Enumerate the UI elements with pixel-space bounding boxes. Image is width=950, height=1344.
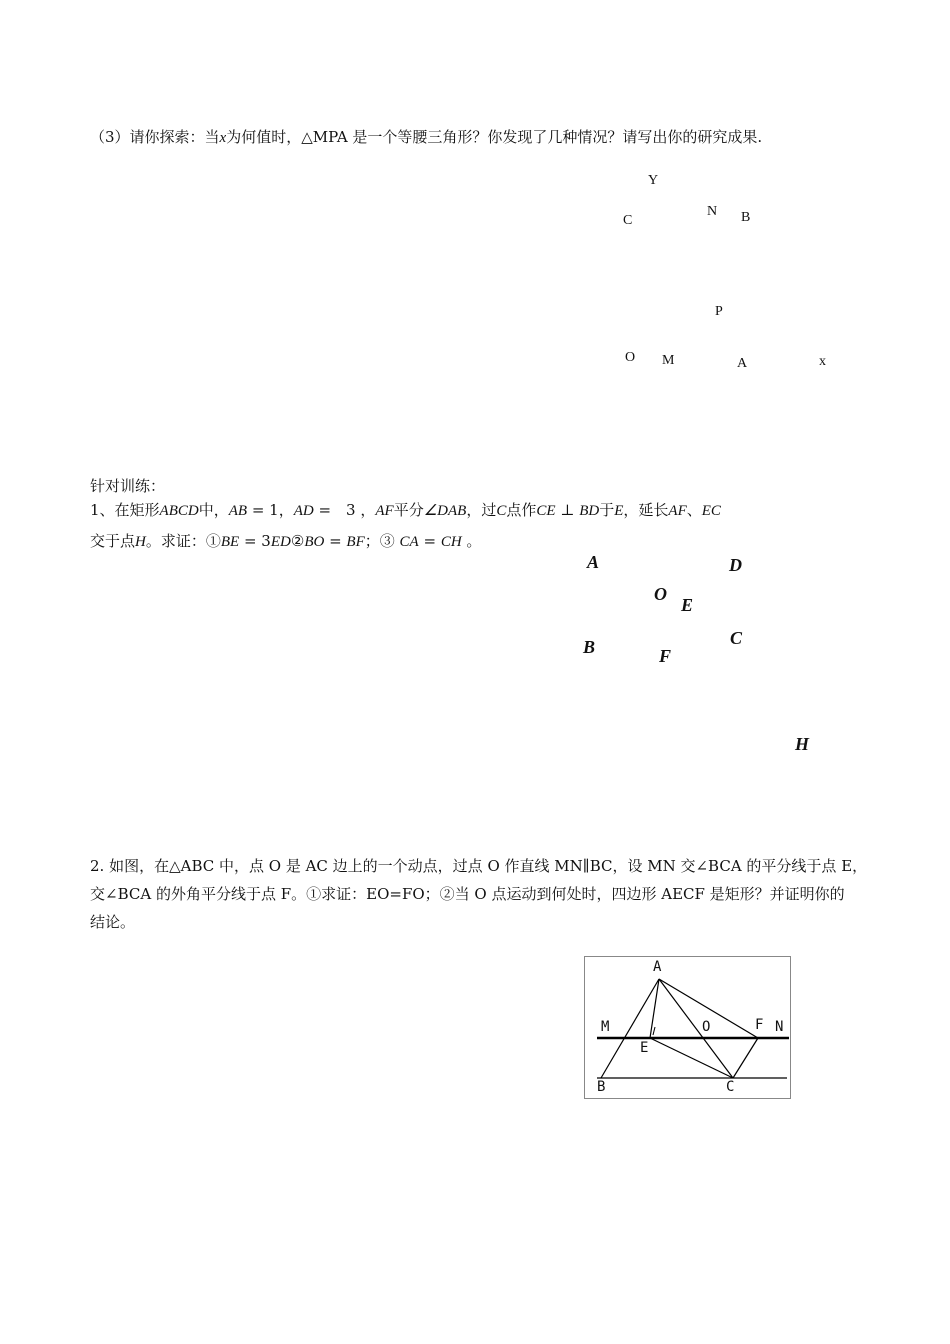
q3-prefix: （3）请你探索：当 — [90, 128, 220, 146]
q3-suffix: 为何值时，△MPA 是一个等腰三角形？你发现了几种情况？请写出你的研究成果. — [226, 128, 763, 146]
fig1-label-b: B — [741, 210, 751, 225]
t1b-text: ② — [290, 532, 305, 550]
t1b-text: 。求证：① — [145, 532, 221, 550]
t1b-ch: CH — [440, 534, 462, 550]
training-problem-1-line-1 — [90, 500, 721, 521]
fig1-label-a: A — [737, 356, 748, 371]
fig3-label-a: A — [653, 959, 662, 975]
t1-rect: ABCD — [159, 503, 199, 519]
seg-fc — [733, 1038, 758, 1078]
fig3-label-b: B — [597, 1079, 606, 1095]
t1b-ed: ED — [270, 534, 291, 550]
t1b-bo: BO — [304, 534, 325, 550]
t1-bd: BD — [579, 503, 600, 519]
t1-text: 中， — [198, 501, 229, 519]
t1b-text: 交于点 — [90, 532, 136, 550]
t1b-text: 。 — [461, 532, 482, 550]
fig2-label-a: A — [587, 552, 600, 572]
t1b-text: = — [324, 532, 347, 550]
training-heading: 针对训练： — [90, 477, 166, 495]
q2-line-1: 2. 如图，在△ABC 中，点 O 是 AC 边上的一个动点，过点 O 作直线 MN∥BC，设 MN 交∠BCA 的平分线于点 E， — [90, 857, 868, 875]
t1-text: 、 — [686, 501, 702, 519]
tick-a — [653, 1027, 655, 1035]
t1-angle: ∠DAB — [423, 503, 467, 519]
fig2-label-f: F — [659, 646, 672, 666]
seg-ec — [650, 1038, 733, 1078]
t1-text: 于 — [599, 501, 615, 519]
fig3-label-o: O — [702, 1019, 711, 1035]
t1b-ca: CA — [399, 534, 419, 550]
t1b-text: = 3 — [239, 532, 271, 550]
fig1-label-o: O — [625, 350, 636, 365]
fig3-label-f: F — [755, 1017, 764, 1033]
seg-ac — [659, 979, 733, 1078]
t1b-be: BE — [220, 534, 240, 550]
fig2-label-c: C — [730, 628, 743, 648]
t1-text: 平分 — [393, 501, 424, 519]
t1-ec: EC — [701, 503, 721, 519]
t1-af2: AF — [668, 503, 687, 519]
fig2-label-o: O — [654, 584, 667, 604]
q3-var: x — [219, 130, 227, 146]
fig2-label-e: E — [681, 595, 694, 615]
q2-line-3: 结论。 — [90, 913, 136, 931]
t1-ce: CE — [536, 503, 556, 519]
fig3-label-c: C — [726, 1079, 735, 1095]
question-3 — [90, 127, 762, 148]
t1-text: ，过 — [466, 501, 497, 519]
t1-af: AF — [375, 503, 394, 519]
fig2-label-h: H — [795, 734, 810, 754]
fig2-label-b: B — [583, 637, 596, 657]
t1-text: ，延长 — [623, 501, 669, 519]
fig3-label-n: N — [775, 1019, 784, 1035]
fig1-label-y: Y — [648, 173, 659, 188]
fig1-label-m: M — [662, 353, 675, 368]
t1-text: = 3 ， — [313, 501, 376, 519]
q2-line-2: 交∠BCA 的外角平分线于点 F。①求证：EO=FO；②当 O 点运动到何处时，四边形 AECF 是矩形？并证明你的 — [90, 885, 845, 903]
fig3-label-m: M — [601, 1019, 610, 1035]
t1-perp: ⊥ — [555, 501, 580, 519]
t1-text: 1、在矩形 — [90, 501, 160, 519]
t1-e: E — [614, 503, 624, 519]
t1b-text: ；③ — [364, 532, 400, 550]
t1-text: = 1， — [247, 501, 294, 519]
fig1-label-n: N — [707, 204, 718, 219]
fig1-label-c: C — [623, 213, 633, 228]
t1b-bf: BF — [346, 534, 365, 550]
fig3-label-e: E — [640, 1040, 649, 1056]
t1-ab: AB — [228, 503, 248, 519]
t1-text: 点作 — [506, 501, 537, 519]
training-problem-1-line-2 — [90, 531, 481, 552]
t1-ad: AD — [293, 503, 314, 519]
t1b-text: = — [418, 532, 441, 550]
t1-c: C — [496, 503, 507, 519]
fig1-label-p: P — [715, 304, 723, 319]
fig2-label-d: D — [729, 555, 742, 575]
seg-ab — [601, 979, 659, 1078]
t1b-h: H — [135, 534, 146, 550]
figure-3 — [584, 956, 791, 1099]
fig1-label-x: x — [819, 354, 826, 369]
